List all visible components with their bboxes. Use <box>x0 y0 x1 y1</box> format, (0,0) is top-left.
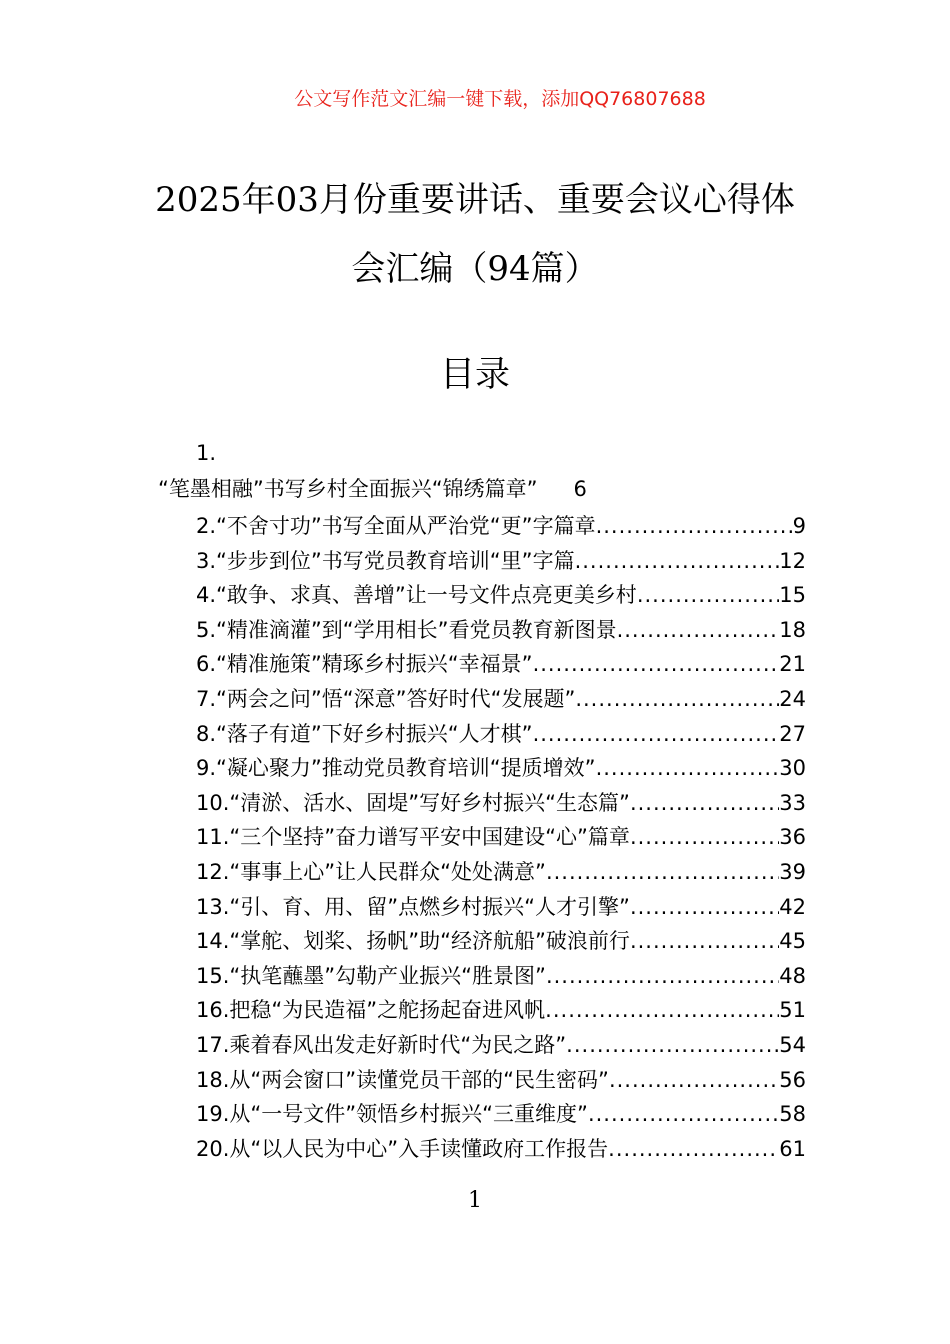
toc-entry-title: “清淤、活水、固堤”写好乡村振兴“生态篇” <box>229 790 630 815</box>
toc-entry-2[interactable] <box>196 510 806 542</box>
toc-dot-leader <box>608 1133 779 1165</box>
toc-entry-page: 58 <box>779 1102 806 1127</box>
toc-dot-leader <box>545 994 779 1026</box>
toc-dot-leader <box>575 683 779 715</box>
toc-entry-17[interactable] <box>196 1029 806 1061</box>
toc-entry-number: 2. <box>196 514 217 538</box>
toc-entry-number: 5. <box>196 617 217 642</box>
toc-entry-number: 20. <box>196 1136 230 1161</box>
toc-dot-leader <box>546 856 779 888</box>
toc-entry-11[interactable] <box>196 821 806 853</box>
toc-entry-page: 33 <box>779 790 806 815</box>
toc-entry-page: 45 <box>779 929 806 954</box>
toc-entry-number: 18. <box>196 1067 230 1092</box>
toc-entry-10[interactable] <box>196 787 806 819</box>
toc-entry-number: 13. <box>196 894 230 919</box>
toc-entry-title: “掌舵、划桨、扬帆”助“经济航船”破浪前行 <box>229 929 630 954</box>
toc-entry-title: 从“两会窗口”读懂党员干部的“民生密码” <box>229 1067 609 1092</box>
toc-entry-title: “引、育、用、留”点燃乡村振兴“人才引擎” <box>229 894 630 919</box>
toc-entry-page: 6 <box>573 477 587 501</box>
toc-dot-leader <box>630 925 779 957</box>
toc-entry-title: “步步到位”书写党员教育培训“里”字篇 <box>216 548 575 573</box>
toc-entry-page: 12 <box>779 548 806 573</box>
toc-entry-12[interactable] <box>196 856 806 888</box>
toc-entry-title: “精准滴灌”到“学用相长”看党员教育新图景 <box>216 617 617 642</box>
toc-entry-page: 24 <box>779 687 806 711</box>
toc-entry-number: 3. <box>196 548 217 573</box>
toc-dot-leader <box>575 545 780 577</box>
toc-entry-9[interactable] <box>196 752 806 784</box>
toc-entry-page: 27 <box>779 721 806 746</box>
toc-entry-number: 8. <box>196 721 217 746</box>
page-number: 1 <box>468 1188 482 1213</box>
toc-dot-leader <box>566 1029 779 1061</box>
toc-entry-number: 10. <box>196 790 230 815</box>
toc-entry-number: 11. <box>196 825 230 850</box>
toc-entry-number: 16. <box>196 998 230 1023</box>
toc-entry-15[interactable] <box>196 960 806 992</box>
toc-dot-leader <box>630 821 779 853</box>
toc-entry-title: “笔墨相融”书写乡村全面振兴“锦绣篇章” <box>158 477 538 501</box>
toc-entry-page: 21 <box>779 652 806 677</box>
toc-dot-leader <box>596 752 780 784</box>
toc-entry-number: 15. <box>196 963 230 988</box>
toc-entry-page: 39 <box>779 860 806 884</box>
toc-entry-page: 51 <box>779 998 806 1023</box>
toc-entry-13[interactable] <box>196 891 806 923</box>
toc-entry-title: “执笔蘸墨”勾勒产业振兴“胜景图” <box>229 963 546 988</box>
toc-entry-title: 把稳“为民造福”之舵扬起奋进风帆 <box>229 998 546 1023</box>
toc-entry-3[interactable] <box>196 545 806 577</box>
toc-dot-leader <box>546 960 779 992</box>
toc-dot-leader <box>617 614 780 646</box>
toc-dot-leader <box>588 1098 779 1130</box>
toc-entry-title: “凝心聚力”推动党员教育培训“提质增效” <box>216 756 596 781</box>
toc-entry-5[interactable] <box>196 614 806 646</box>
toc-entry-title: “敢争、求真、善增”让一号文件点亮更美乡村 <box>216 583 637 608</box>
toc-entry-14[interactable] <box>196 925 806 957</box>
toc-entry-title: 乘着春风出发走好新时代“为民之路” <box>229 1033 567 1057</box>
toc-dot-leader <box>533 718 780 750</box>
toc-entry-title: “不舍寸功”书写全面从严治党“更”字篇章 <box>216 514 596 538</box>
toc-dot-leader <box>630 787 779 819</box>
toc-entry-title: 从“一号文件”领悟乡村振兴“三重维度” <box>229 1102 588 1127</box>
toc-entry-number: 17. <box>196 1033 230 1057</box>
toc-entry-page: 42 <box>779 894 806 919</box>
toc-entry-title: 从“以人民为中心”入手读懂政府工作报告 <box>229 1136 609 1161</box>
toc-entry-number: 12. <box>196 860 230 884</box>
download-note: 公文写作范文汇编一键下载，添加QQ76807688 <box>294 88 706 110</box>
toc-entry-page: 30 <box>779 756 806 781</box>
toc-entry-page: 36 <box>779 825 806 850</box>
toc-entry-20[interactable] <box>196 1133 806 1165</box>
toc-dot-leader <box>596 510 793 542</box>
toc-entry-1-number: 1. <box>196 441 217 465</box>
toc-dot-leader <box>609 1064 779 1096</box>
toc-entry-page: 9 <box>792 514 806 538</box>
toc-entry-number: 4. <box>196 583 217 608</box>
toc-entry-title: “两会之问”悟“深意”答好时代“发展题” <box>216 687 576 711</box>
toc-entry-page: 61 <box>779 1136 806 1161</box>
toc-entry-18[interactable] <box>196 1064 806 1096</box>
document-title-line-1: 2025年03月份重要讲话、重要会议心得体 <box>155 180 795 220</box>
toc-heading: 目录 <box>439 355 510 395</box>
toc-entry-1[interactable] <box>158 473 587 505</box>
toc-entry-number: 19. <box>196 1102 230 1127</box>
toc-entry-19[interactable] <box>196 1098 806 1130</box>
document-title-line-2: 会汇编（94篇） <box>351 249 599 289</box>
toc-entry-7[interactable] <box>196 683 806 715</box>
toc-entry-page: 15 <box>779 583 806 608</box>
toc-entry-page: 54 <box>779 1033 806 1057</box>
toc-entry-number: 14. <box>196 929 230 954</box>
toc-entry-title: “落子有道”下好乡村振兴“人才棋” <box>216 721 533 746</box>
toc-entry-8[interactable] <box>196 718 806 750</box>
toc-entry-title: “精准施策”精琢乡村振兴“幸福景” <box>216 652 533 677</box>
toc-dot-leader <box>630 891 779 923</box>
toc-entry-page: 48 <box>779 963 806 988</box>
toc-entry-title: “事事上心”让人民群众“处处满意” <box>229 860 546 884</box>
toc-entry-title: “三个坚持”奋力谱写平安中国建设“心”篇章 <box>229 825 630 850</box>
toc-entry-16[interactable] <box>196 994 806 1026</box>
toc-entry-number: 6. <box>196 652 217 677</box>
toc-dot-leader <box>637 579 779 611</box>
toc-entry-page: 56 <box>779 1067 806 1092</box>
toc-entry-page: 18 <box>779 617 806 642</box>
toc-dot-leader <box>533 648 780 680</box>
toc-entry-6[interactable] <box>196 648 806 680</box>
toc-entry-4[interactable] <box>196 579 806 611</box>
toc-entry-number: 7. <box>196 687 217 711</box>
toc-entry-number: 9. <box>196 756 217 781</box>
